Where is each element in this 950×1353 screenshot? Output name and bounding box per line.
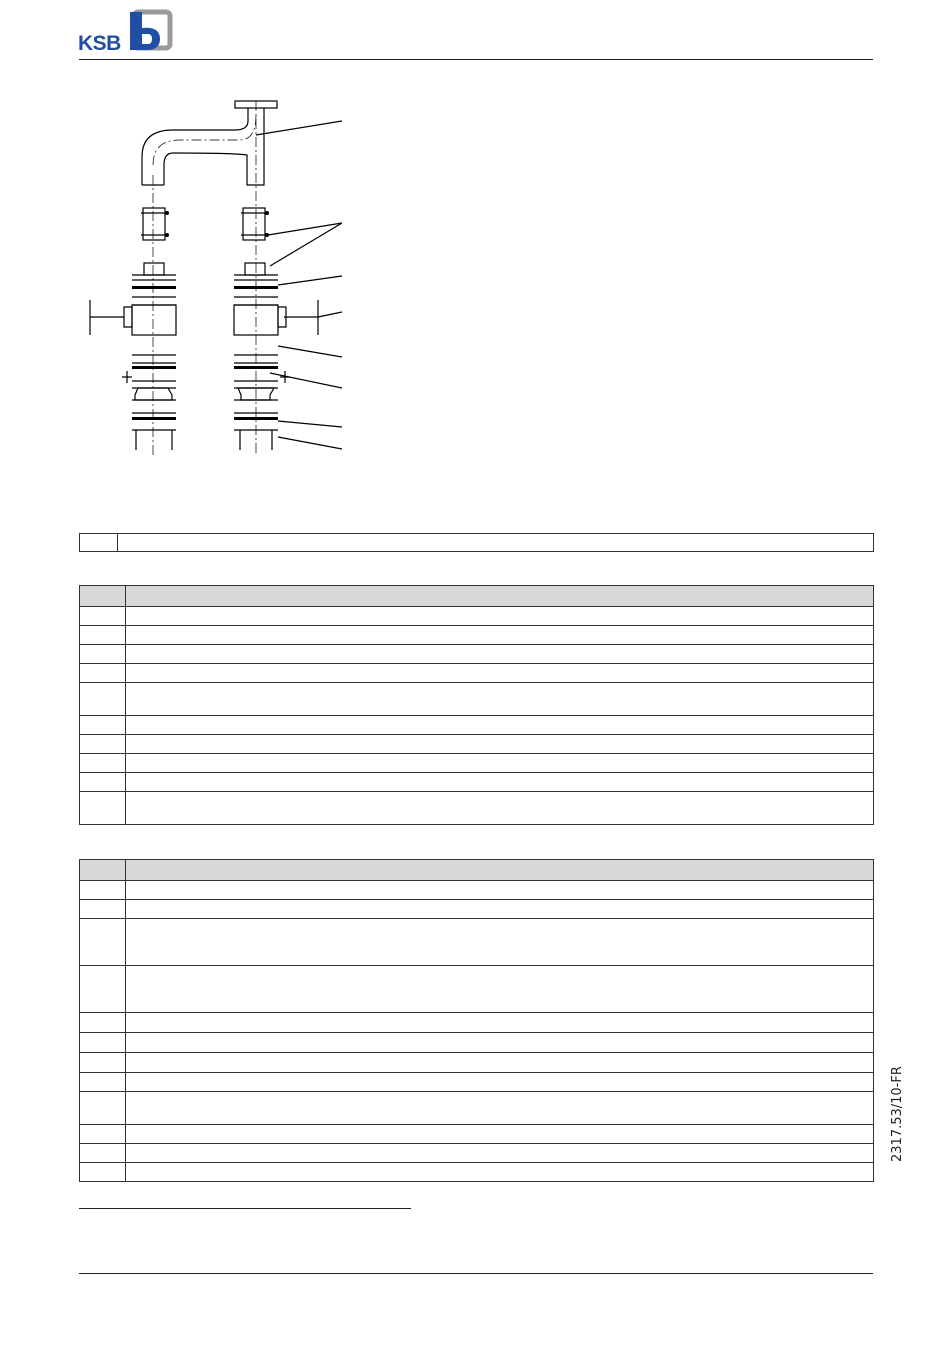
table-cell	[126, 1163, 874, 1182]
table-row	[80, 735, 874, 754]
table-cell	[80, 919, 126, 966]
table-row	[80, 1144, 874, 1163]
table-cell	[80, 966, 126, 1013]
table-row	[80, 607, 874, 626]
table-cell	[126, 1144, 874, 1163]
table-cell	[126, 664, 874, 683]
table-cell	[126, 792, 874, 825]
table-cell	[126, 1053, 874, 1073]
column-header	[126, 860, 874, 881]
table-cell	[80, 1053, 126, 1073]
piping-assembly-drawing	[80, 95, 360, 465]
table-row	[80, 1092, 874, 1125]
table-cell	[126, 645, 874, 664]
table-cell	[80, 1125, 126, 1144]
table-cell	[126, 900, 874, 919]
table-row	[80, 1053, 874, 1073]
figure-caption-table	[79, 533, 874, 552]
table-cell	[80, 664, 126, 683]
logo-text: KSB	[78, 32, 121, 55]
table-row	[80, 1013, 874, 1033]
table-row	[80, 1125, 874, 1144]
table-cell	[126, 966, 874, 1013]
table-cell	[80, 683, 126, 716]
table-row	[80, 900, 874, 919]
ksb-logo	[78, 8, 178, 56]
document-id: 2317.53/10-FR	[890, 1066, 905, 1162]
table-cell	[126, 919, 874, 966]
table-cell	[126, 1033, 874, 1053]
table-cell	[126, 607, 874, 626]
table-cell	[80, 1163, 126, 1182]
table-cell	[80, 1144, 126, 1163]
table-row	[80, 966, 874, 1013]
figure-caption-text	[118, 534, 874, 552]
table-cell	[80, 881, 126, 900]
table-cell	[80, 645, 126, 664]
table-cell	[80, 900, 126, 919]
footer-rule	[79, 1273, 873, 1274]
table-cell	[80, 1092, 126, 1125]
footnote-rule	[79, 1208, 411, 1209]
table-row	[80, 1073, 874, 1092]
table-cell	[80, 1033, 126, 1053]
table-cell	[126, 716, 874, 735]
table-cell	[80, 754, 126, 773]
table-header-row	[80, 586, 874, 607]
table-row	[80, 919, 874, 966]
table-row	[80, 1033, 874, 1053]
table-row	[80, 664, 874, 683]
header-rule	[79, 59, 873, 60]
table-cell	[126, 754, 874, 773]
figure-caption-row	[80, 534, 874, 552]
table-cell	[80, 773, 126, 792]
parts-table-2	[79, 859, 874, 1182]
parts-table-1	[79, 585, 874, 825]
table-cell	[126, 735, 874, 754]
table-row	[80, 773, 874, 792]
table-row	[80, 792, 874, 825]
table-cell	[126, 626, 874, 645]
table-row	[80, 683, 874, 716]
column-header	[80, 860, 126, 881]
table-cell	[80, 626, 126, 645]
table-row	[80, 626, 874, 645]
table-cell	[126, 683, 874, 716]
table-row	[80, 881, 874, 900]
table-cell	[126, 1092, 874, 1125]
figure-caption-number	[80, 534, 118, 552]
table-row	[80, 716, 874, 735]
table-cell	[80, 735, 126, 754]
table-row	[80, 1163, 874, 1182]
table-cell	[80, 607, 126, 626]
table-header-row	[80, 860, 874, 881]
table-cell	[126, 1125, 874, 1144]
logo-b-mark-icon	[126, 8, 174, 52]
table-cell	[80, 1013, 126, 1033]
table-cell	[126, 1073, 874, 1092]
table-cell	[80, 716, 126, 735]
column-header	[80, 586, 126, 607]
table-cell	[80, 792, 126, 825]
column-header	[126, 586, 874, 607]
table-cell	[126, 881, 874, 900]
table-row	[80, 645, 874, 664]
table-row	[80, 754, 874, 773]
table-cell	[80, 1073, 126, 1092]
table-cell	[126, 1013, 874, 1033]
table-cell	[126, 773, 874, 792]
